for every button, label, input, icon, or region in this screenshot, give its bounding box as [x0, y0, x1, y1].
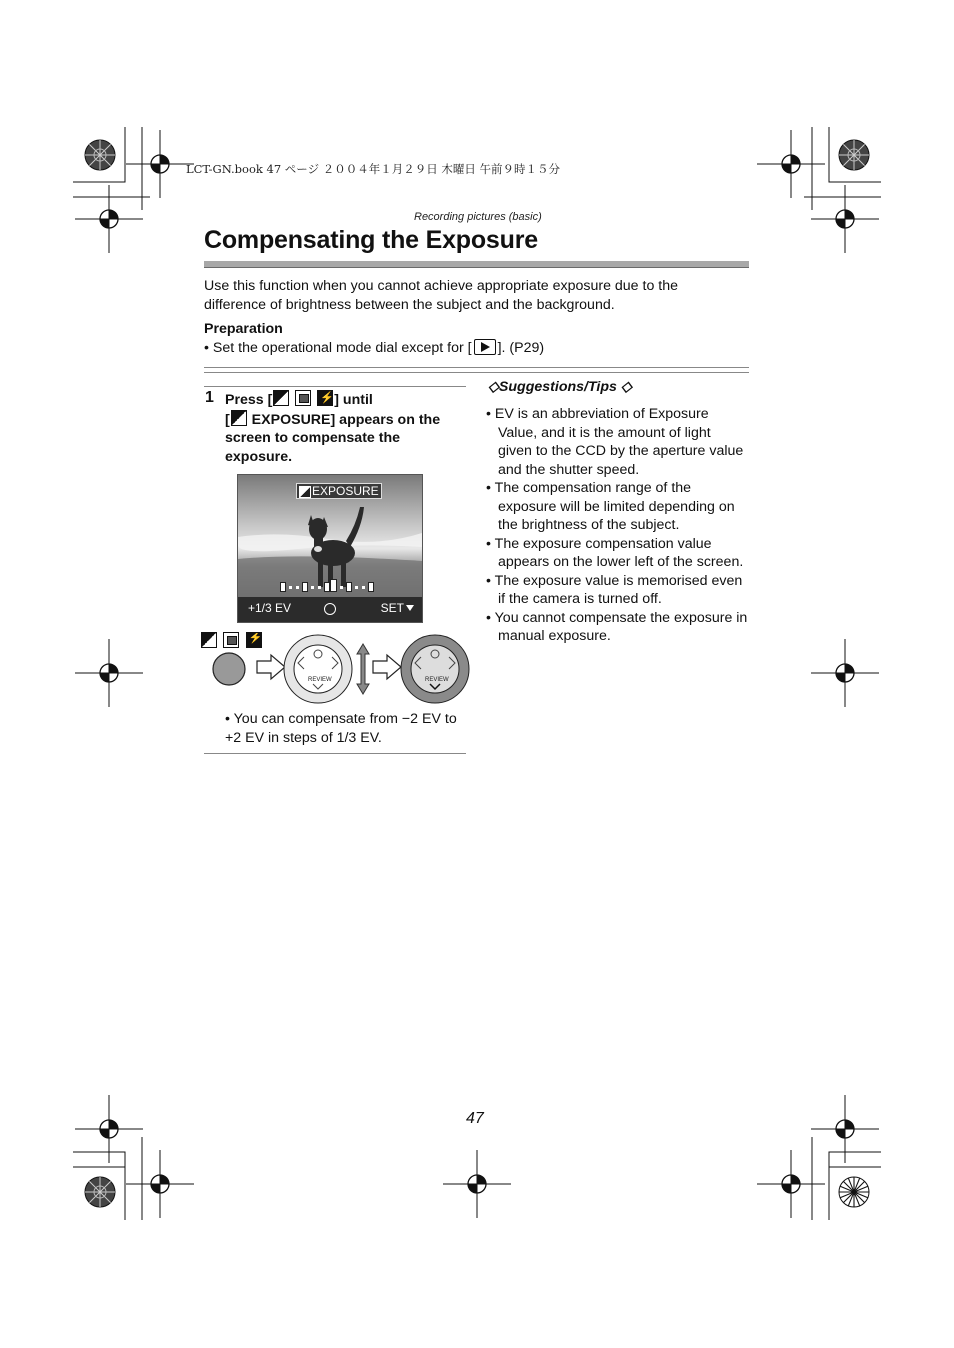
title-underline [204, 261, 749, 268]
lcd-screen-illustration [237, 474, 423, 623]
double-arrow-icon [357, 644, 369, 694]
exposure-button [213, 653, 245, 685]
exposure-icon [231, 410, 247, 426]
arrow-right-icon [257, 655, 285, 679]
auto-bracket-icon [295, 390, 311, 406]
dial-review-text: REVIEW [308, 677, 332, 683]
arrow-right-icon [373, 655, 401, 679]
step-instruction [225, 390, 465, 466]
cursor-dial-light [284, 635, 352, 703]
step-text-d: EXPOSURE] appears on the screen to compensate the exposure. [225, 411, 441, 465]
list-item: • You cannot compensate the exposure in manual exposure. [486, 609, 748, 644]
preparation-text-after: ]. (P29) [497, 340, 545, 356]
print-header-line: LCT-GN.book 47 ページ ２００４年１月２９日 木曜日 午前９時１５分 [186, 162, 561, 176]
step-number: 1 [205, 389, 214, 406]
step-rule-top [204, 386, 466, 387]
divider-rule [204, 367, 749, 368]
step-rule-bottom [204, 753, 466, 754]
flash-compensation-icon [317, 390, 333, 406]
exposure-icon [273, 390, 289, 406]
button-operation-diagram [205, 632, 475, 712]
preparation-text-before: • Set the operational mode dial except for [ [204, 340, 472, 356]
list-item: • EV is an abbreviation of Exposure Value, and it is the amount of light given to the CCD by the aperture value and the shutter speed. [486, 406, 744, 478]
section-label: Recording pictures (basic) [414, 211, 542, 223]
exposure-scale [280, 579, 376, 591]
list-item: • The exposure compensation value appears on the lower left of the screen. [486, 535, 744, 570]
page-title: Compensating the Exposure [204, 226, 538, 254]
exposure-scale-cursor [330, 579, 337, 592]
lcd-ev-value: +1/3 EV [248, 601, 292, 615]
step-note: • You can compensate from −2 EV to +2 EV in steps of 1/3 EV. [225, 711, 457, 746]
playback-icon [474, 339, 496, 355]
preparation-bullet [204, 339, 544, 356]
tips-heading: ◇Suggestions/Tips ◇ [488, 379, 632, 395]
divider-rule [204, 372, 749, 373]
lcd-set-label: SET [381, 601, 414, 615]
list-item: • The exposure value is memorised even if the camera is turned off. [486, 572, 743, 607]
step-text-a: Press [ [225, 392, 273, 408]
list-item: • The compensation range of the exposure will be limited depending on the brightness of the subject. [486, 480, 735, 533]
dial-review-text: REVIEW [425, 677, 449, 683]
cursor-dial-icon [324, 603, 336, 615]
page-number: 47 [466, 1110, 484, 1127]
step-text-b: ] until [334, 392, 373, 408]
step-text-c: [ [225, 411, 230, 428]
lcd-exposure-label: EXPOSURE [296, 483, 382, 499]
cursor-dial-dark [401, 635, 469, 703]
intro-paragraph: Use this function when you cannot achieve appropriate exposure due to the difference of brightness between the subject and the background. [204, 278, 679, 313]
preparation-heading: Preparation [204, 321, 283, 337]
tips-list [486, 405, 748, 646]
